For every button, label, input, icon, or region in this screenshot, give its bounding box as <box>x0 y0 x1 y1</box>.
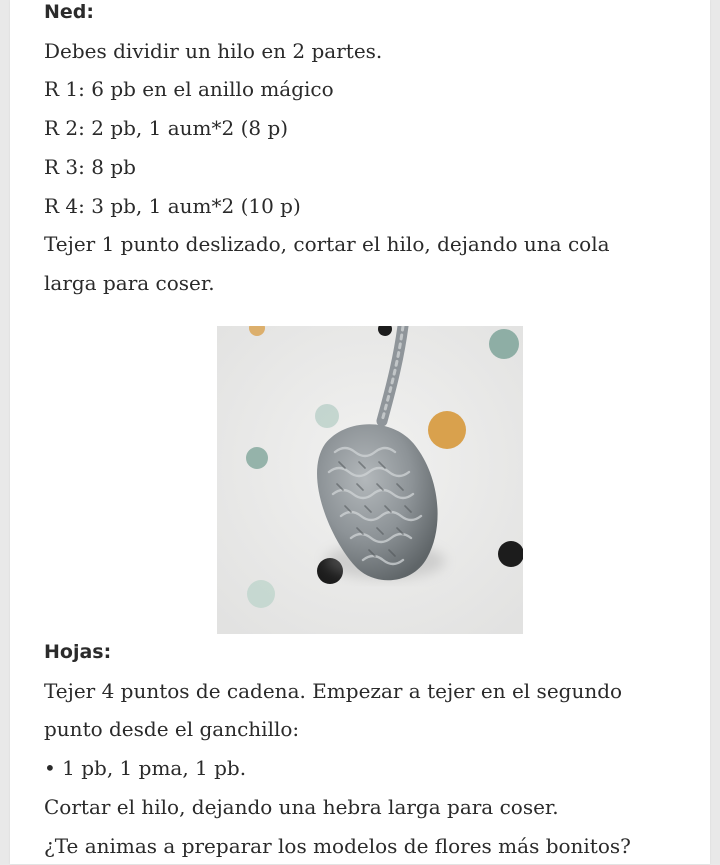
instruction-line: R 3: 8 pb <box>44 154 136 179</box>
section-title-ned: Ned: <box>44 1 94 23</box>
instruction-line: R 2: 2 pb, 1 aum*2 (8 p) <box>44 116 289 141</box>
instruction-line: R 4: 3 pb, 1 aum*2 (10 p) <box>44 193 301 218</box>
instruction-line: Cortar el hilo, dejando una hebra larga para coser. <box>44 794 559 819</box>
section-ned <box>44 0 704 303</box>
crochet-photo <box>217 326 523 634</box>
section-title-hojas: Hojas: <box>44 641 112 663</box>
instruction-line: Debes dividir un hilo en 2 partes. <box>44 38 383 63</box>
crochet-nose-illustration <box>217 326 523 634</box>
instruction-line: R 1: 6 pb en el anillo mágico <box>44 77 334 102</box>
instruction-line: ¿Te animas a preparar los modelos de flores más bonitos? <box>44 833 631 858</box>
article-page <box>10 0 710 864</box>
instruction-line: punto desde el ganchillo: <box>44 717 300 742</box>
instruction-line: • 1 pb, 1 pma, 1 pb. <box>44 756 247 781</box>
instruction-line: larga para coser. <box>44 270 215 295</box>
section-hojas <box>44 633 704 865</box>
instruction-line: Tejer 1 punto deslizado, cortar el hilo, dejando una cola <box>44 232 610 257</box>
instruction-line: Tejer 4 puntos de cadena. Empezar a tejer en el segundo <box>44 678 623 703</box>
